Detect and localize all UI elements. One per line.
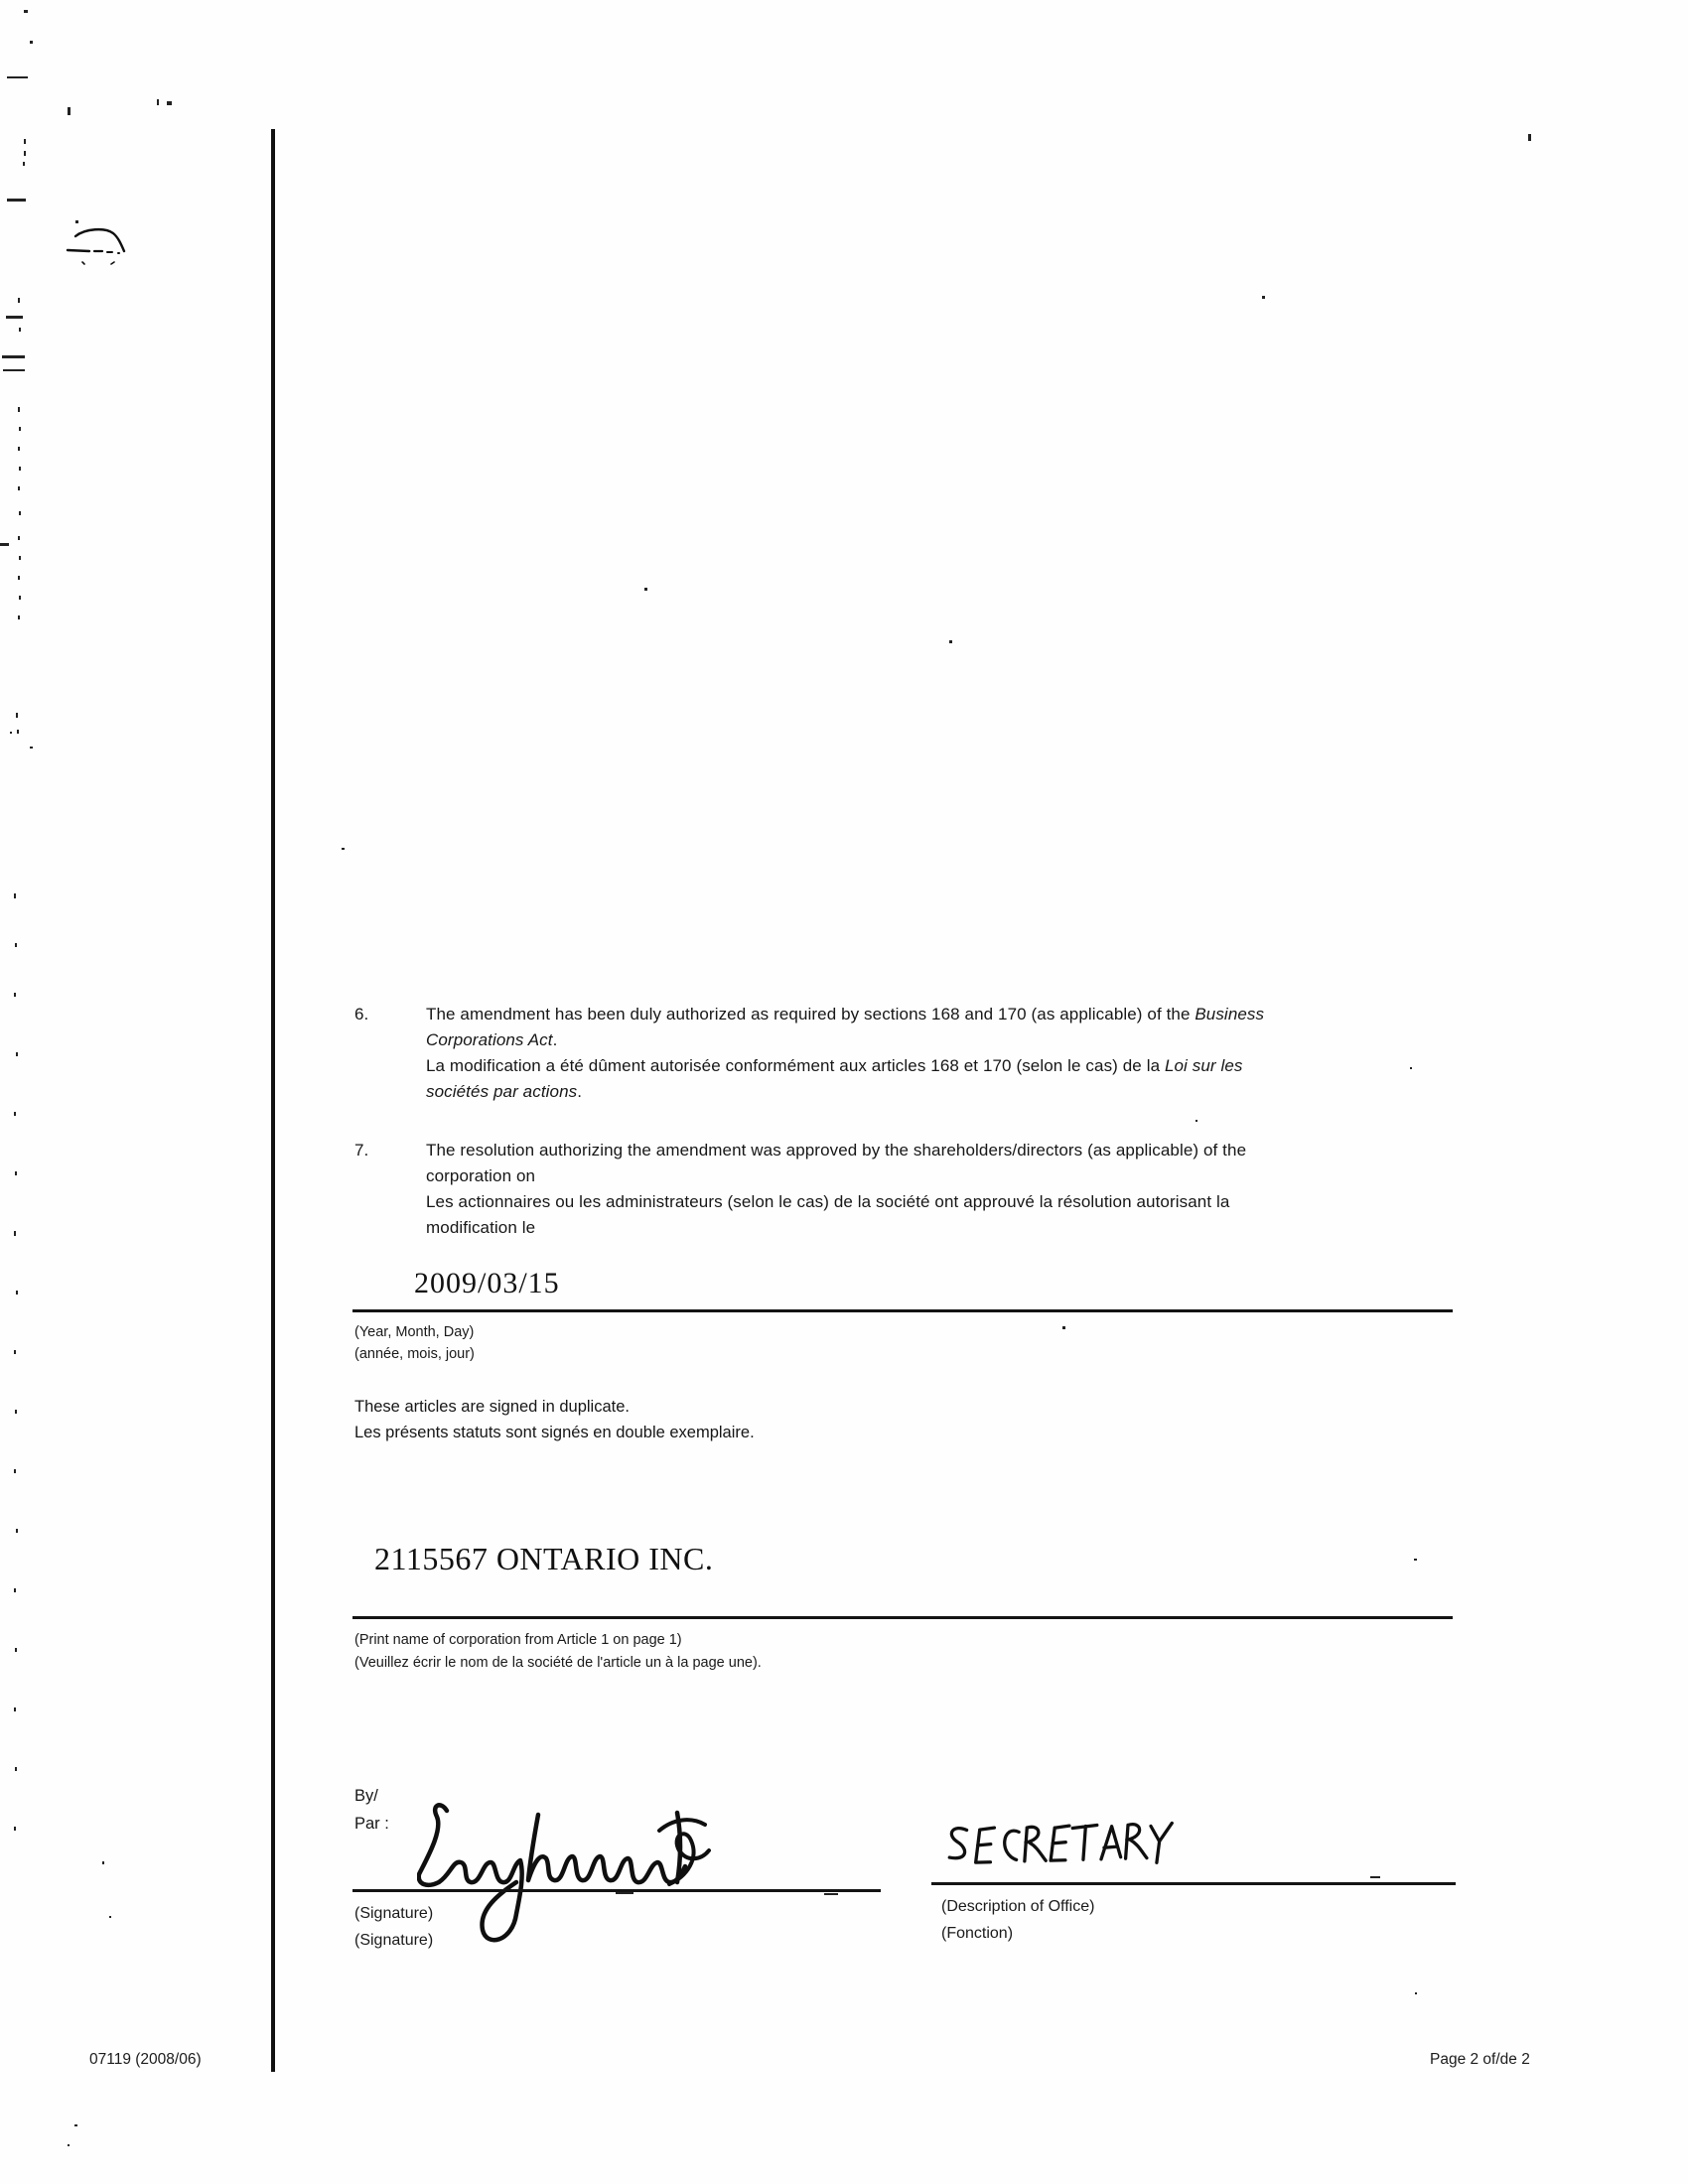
scan-artifact: [15, 1648, 17, 1652]
scan-artifact: [15, 943, 17, 947]
scan-artifact: [949, 640, 952, 643]
scan-artifact: [1370, 1876, 1380, 1878]
office-handwriting: [943, 1820, 1180, 1877]
scan-artifact: [14, 1827, 16, 1831]
scan-artifact: [24, 10, 28, 13]
scan-artifact: [18, 486, 20, 490]
by-label: By/: [354, 1787, 378, 1805]
scan-artifact: [14, 1469, 16, 1473]
page-indicator: Page 2 of/de 2: [1430, 2051, 1530, 2068]
scan-artifact: [0, 543, 9, 546]
office-line: [931, 1882, 1456, 1885]
scan-artifact: [17, 730, 19, 734]
scan-artifact: [18, 298, 20, 303]
item-6-paragraph-en: The amendment has been duly authorized as required by sections 168 and 170 (as applicable) of the Business Corporations Act.: [426, 1005, 1265, 1049]
scan-artifact: [68, 107, 70, 115]
scan-artifact: [19, 511, 21, 515]
office-label-fr: (Fonction): [941, 1925, 1014, 1942]
scan-artifact: [16, 713, 18, 718]
scan-artifact: [3, 369, 25, 371]
signature-scrawl: [417, 1797, 735, 1961]
scan-artifact: [14, 993, 16, 997]
corporation-name-value: 2115567 ONTARIO INC.: [374, 1541, 714, 1576]
scan-artifact: [102, 1861, 104, 1864]
date-field-value: 2009/03/15: [414, 1267, 560, 1299]
scan-artifact: [15, 1171, 17, 1175]
scan-artifact: [19, 467, 21, 471]
scan-artifact: [24, 139, 26, 144]
scan-artifact: [342, 848, 345, 850]
scan-artifact: [157, 99, 159, 105]
scan-artifact: [23, 162, 25, 166]
scan-artifact: [1196, 1120, 1197, 1122]
scan-artifact: [19, 556, 21, 560]
scan-artifact: [1262, 296, 1265, 299]
item-7-paragraph-en: The resolution authorizing the amendment was approved by the shareholders/directors (as applicable) of the corporation on: [426, 1141, 1247, 1185]
date-label-fr: (année, mois, jour): [354, 1346, 475, 1362]
duplicate-statement-en: These articles are signed in duplicate.: [354, 1398, 630, 1416]
scan-artifact: [10, 732, 12, 734]
scan-artifact: [1410, 1067, 1412, 1069]
form-number: 07119 (2008/06): [89, 2051, 202, 2068]
date-field-line: [352, 1309, 1453, 1312]
corp-label-en: (Print name of corporation from Article 1 on page 1): [354, 1632, 682, 1648]
scan-artifact: [18, 407, 20, 412]
scan-artifact: [14, 1112, 16, 1116]
scan-margin-line: [271, 129, 275, 2072]
signature-label-fr: (Signature): [354, 1932, 434, 1949]
scan-artifact: [14, 1707, 16, 1711]
scan-artifact: [18, 576, 20, 580]
scan-artifact: [16, 1291, 18, 1295]
scan-artifact: [1528, 134, 1531, 141]
scan-artifact: [824, 1893, 838, 1895]
scan-artifact: [74, 2124, 77, 2126]
scan-artifact: [68, 2144, 70, 2146]
scan-artifact: [16, 1052, 18, 1056]
scan-artifact: [19, 596, 21, 600]
scan-artifact: [30, 747, 33, 749]
item-7-paragraph-fr: Les actionnaires ou les administrateurs (selon le cas) de la société ont approuvé la résolution autorisant la modification le: [426, 1192, 1230, 1237]
scan-artifact: [6, 316, 23, 319]
scan-artifact: [30, 41, 33, 44]
scan-scribble: [62, 222, 139, 270]
scan-artifact: [109, 1916, 111, 1918]
scan-artifact: [616, 1892, 633, 1894]
scan-artifact: [18, 536, 20, 540]
scan-artifact: [2, 355, 25, 358]
signature-labels: [354, 1900, 433, 1954]
scan-artifact: [24, 151, 26, 156]
scan-artifact: [19, 427, 21, 431]
date-label-en: (Year, Month, Day): [354, 1324, 475, 1340]
duplicate-statement-fr: Les présents statuts sont signés en double exemplaire.: [354, 1424, 755, 1441]
duplicate-statement: [354, 1394, 755, 1445]
scan-artifact: [18, 615, 20, 619]
scan-artifact: [14, 1231, 16, 1236]
scan-artifact: [14, 893, 16, 898]
scan-artifact: [18, 447, 20, 451]
corp-label-fr: (Veuillez écrir le nom de la société de l'article un à la page une).: [354, 1655, 762, 1671]
scan-artifact: [14, 1588, 16, 1592]
scan-artifact: [167, 101, 172, 105]
form-item-6: [354, 1002, 1486, 1105]
scan-artifact: [16, 1529, 18, 1533]
scan-artifact: [75, 220, 78, 223]
item-number: 7.: [354, 1141, 369, 1160]
scan-artifact: [1062, 1326, 1065, 1329]
scan-artifact: [644, 588, 647, 591]
par-label: Par :: [354, 1815, 389, 1833]
scan-artifact: [19, 328, 21, 332]
corporation-name-line: [352, 1616, 1453, 1619]
scan-artifact: [1414, 1559, 1417, 1561]
scan-artifact: [7, 76, 28, 78]
scan-artifact: [1415, 1992, 1417, 1994]
office-labels: [941, 1893, 1094, 1947]
item-6-paragraph-fr: La modification a été dûment autorisée conformément aux articles 168 et 170 (selon le cas) de la Loi sur les sociétés par actions.: [426, 1056, 1243, 1101]
by-par-label: [354, 1782, 389, 1838]
item-number: 6.: [354, 1005, 369, 1024]
scan-artifact: [7, 199, 26, 202]
form-item-7: [354, 1138, 1486, 1241]
signature-label-en: (Signature): [354, 1905, 434, 1922]
office-label-en: (Description of Office): [941, 1898, 1095, 1915]
scan-artifact: [14, 1350, 16, 1354]
scan-artifact: [15, 1767, 17, 1771]
scan-artifact: [15, 1410, 17, 1414]
